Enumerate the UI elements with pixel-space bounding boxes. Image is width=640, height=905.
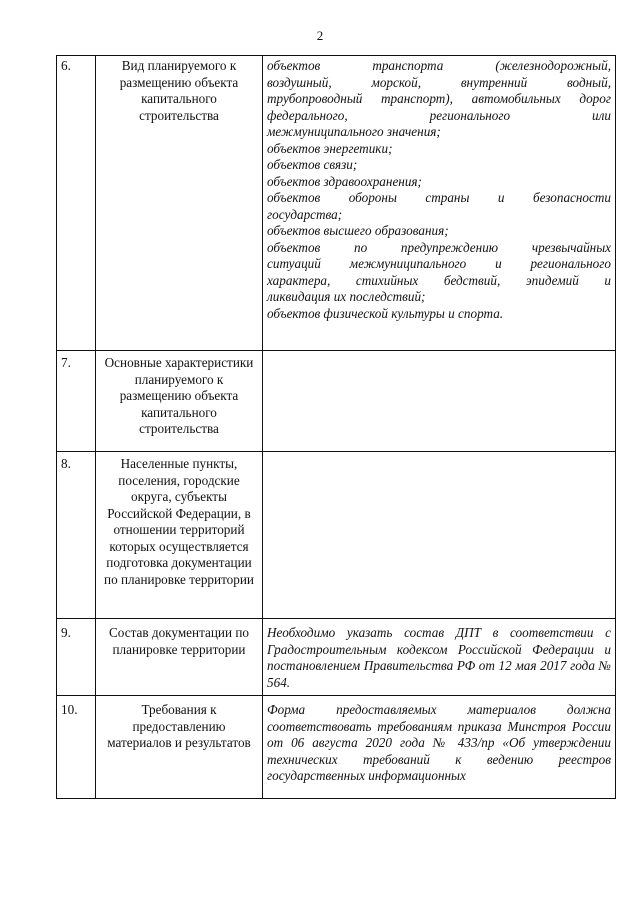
page-number: 2: [316, 28, 324, 43]
row-label: Основные характеристики планируемого к размещению объекта капитального строительства: [96, 351, 263, 452]
table-row: [57, 452, 616, 619]
content-line: трубопроводный транспорт), автомобильных дорог: [267, 91, 611, 106]
row-content: Форма предоставляемых материалов должна соответствовать требованиям приказа Минстроя России от 06 августа 2020 года № 433/пр «Об утверждении технических требований к ведению реестров государственных информационных: [263, 696, 616, 799]
content-line: межмуниципального значения;: [267, 124, 441, 139]
row-content: [263, 56, 616, 351]
content-line: объектов высшего образования;: [267, 223, 449, 238]
content-line: государства;: [267, 206, 343, 222]
row-number: 8.: [57, 452, 96, 619]
content-line: ситуаций межмуниципального и регионального: [267, 256, 611, 271]
row-number: 10.: [57, 696, 96, 799]
content-line: федерального, регионального или: [267, 107, 611, 123]
row-number: 9.: [57, 619, 96, 696]
content-line: воздушный, морской, внутренний водный,: [267, 74, 611, 90]
row-content: [263, 452, 616, 619]
content-line: объектов энергетики;: [267, 140, 393, 156]
row-content: Необходимо указать состав ДПТ в соответствии с Градостроительным кодексом Российской Федерации и постановлением Правительства РФ от 12 мая 2017 года № 564.: [263, 619, 616, 696]
table-row: [57, 619, 616, 696]
table-row: [57, 351, 616, 452]
content-line: характера, стихийных бедствий, эпидемий и: [267, 272, 611, 288]
row-label: Состав документации по планировке территории: [96, 619, 263, 696]
content-line: объектов здравоохранения;: [267, 173, 422, 189]
content-line: объектов обороны страны и безопасности: [267, 190, 611, 205]
row-number: 6.: [57, 56, 96, 351]
content-line: объектов физической культуры и спорта.: [267, 305, 504, 321]
row-label: Вид планируемого к размещению объекта капитального строительства: [96, 56, 263, 351]
row-label: Требования к предоставлению материалов и результатов: [96, 696, 263, 799]
table-row: [57, 696, 616, 799]
table-row: [57, 56, 616, 351]
row-label: Населенные пункты, поселения, городские округа, субъекты Российской Федерации, в отношении территорий которых осуществляется подготовка документации по планировке территории: [96, 452, 263, 619]
content-line: объектов по предупреждению чрезвычайных: [267, 239, 611, 255]
content-line: ликвидация их последствий;: [267, 289, 426, 304]
requirements-table: [56, 55, 616, 799]
row-content: [263, 351, 616, 452]
row-number: 7.: [57, 351, 96, 452]
content-line: объектов связи;: [267, 157, 358, 172]
content-line: объектов транспорта (железнодорожный,: [267, 58, 611, 73]
